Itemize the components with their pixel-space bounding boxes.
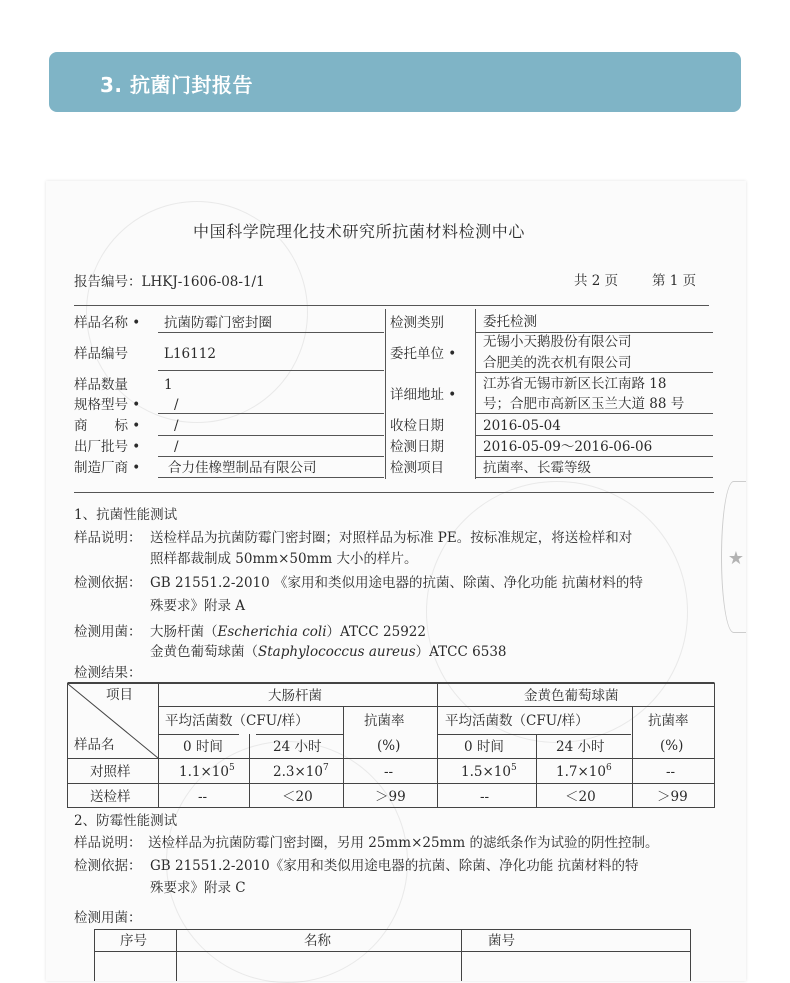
- trademark-label: 商 标 •: [74, 418, 141, 434]
- cell-value: 1.5×10: [461, 764, 511, 780]
- saureus-t0-header: 0 时间: [464, 739, 504, 755]
- table-sample-header: 样品名: [74, 737, 115, 753]
- strain-2-name: 金黄色葡萄球菌（: [150, 644, 258, 660]
- cell-sample-saureus-t24: ＜20: [565, 789, 596, 805]
- receive-date: 2016-05-04: [483, 418, 561, 434]
- report-document: [46, 181, 746, 981]
- ecoli-rate-header: 抗菌率: [364, 713, 405, 729]
- ecoli-t0-header: 0 时间: [183, 739, 223, 755]
- row-control-name: 对照样: [90, 764, 131, 780]
- s2-desc-line-1: 送检样品为抗菌防霉门密封圈，另用 25mm×25mm 的滤纸条作为试验的阴性控制。: [148, 835, 659, 851]
- maker: 合力佳橡塑制品有限公司: [168, 460, 317, 476]
- maker-label: 制造厂商 •: [74, 460, 141, 476]
- s1-basis-label: 检测依据：: [74, 575, 142, 591]
- section1-heading: 1、抗菌性能测试: [74, 507, 178, 523]
- row-sample-name: 送检样: [90, 789, 131, 805]
- s1-basis-line-2: 殊要求》附录 A: [150, 598, 246, 614]
- qty: 1: [164, 377, 173, 393]
- address-line-1: 江苏省无锡市新区长江南路 18: [483, 376, 667, 392]
- s2-strain-label: 检测用菌：: [74, 910, 142, 926]
- cell-sample-saureus-rate: ＞99: [657, 789, 688, 805]
- ecoli-rate-unit: (%): [377, 738, 401, 754]
- model-label: 规格型号 •: [74, 397, 141, 413]
- cell-control-ecoli-rate: --: [384, 764, 394, 780]
- s1-results-label: 检测结果：: [74, 665, 142, 681]
- cell-sample-saureus-t0: --: [480, 789, 490, 805]
- mold-table-lines: [46, 181, 746, 981]
- model: /: [174, 397, 179, 413]
- report-number: 报告编号：LHKJ-1606-08-1/1: [74, 274, 265, 290]
- cell-exponent: 5: [228, 763, 235, 773]
- strain-1-latin: Escherichia coli: [217, 624, 327, 640]
- client-line-1: 无锡小天鹅股份有限公司: [483, 334, 632, 350]
- qty-label: 样品数量: [74, 377, 128, 393]
- cell-exponent: 5: [510, 763, 517, 773]
- batch-label: 出厂批号 •: [74, 439, 141, 455]
- section-title: 3. 抗菌门封报告: [100, 73, 253, 97]
- cell-exponent: 6: [605, 763, 612, 773]
- test-date-label: 检测日期: [390, 439, 444, 455]
- sample-no-label: 样品编号: [74, 346, 128, 362]
- mold-table-name-header: 名称: [304, 933, 331, 949]
- saureus-rate-header: 抗菌率: [648, 713, 689, 729]
- cell-exponent: 7: [322, 763, 329, 773]
- seal-star-icon: ★: [727, 548, 744, 569]
- test-items: 抗菌率、长霉等级: [483, 460, 591, 476]
- sample-name-label: 样品名称 •: [74, 315, 141, 331]
- test-type: 委托检测: [483, 314, 537, 330]
- mold-table-code-header: 菌号: [488, 933, 515, 949]
- cell-value: 1.1×10: [179, 764, 229, 780]
- items-label: 检测项目: [390, 460, 444, 476]
- batch: /: [174, 439, 179, 455]
- saureus-rate-unit: (%): [660, 738, 684, 754]
- table-item-header: 项目: [106, 687, 133, 703]
- trademark: /: [174, 418, 179, 434]
- s2-basis-label: 检测依据：: [74, 858, 142, 874]
- strain-2-code: ）ATCC 6538: [415, 644, 507, 660]
- saureus-header: 金黄色葡萄球菌: [524, 688, 619, 704]
- strain-2-latin: Staphylococcus aureus: [258, 644, 416, 660]
- saureus-t24-header: 24 小时: [556, 739, 605, 755]
- cell-value: 2.3×10: [273, 764, 323, 780]
- cell-sample-ecoli-t24: ＜20: [282, 789, 313, 805]
- ecoli-header: 大肠杆菌: [268, 688, 322, 704]
- s1-desc-label: 样品说明：: [74, 530, 142, 546]
- cell-value: 1.7×10: [556, 764, 606, 780]
- total-pages: 共 2 页: [574, 273, 619, 289]
- s1-desc-line-1: 送检样品为抗菌防霉门密封圈；对照样品为标准 PE。按标准规定，将送检样和对: [150, 530, 633, 546]
- mold-table-no-header: 序号: [120, 933, 147, 949]
- page-number: 第 1 页: [652, 273, 697, 289]
- cell-control-saureus-rate: --: [666, 764, 676, 780]
- address-label: 详细地址 •: [390, 387, 457, 403]
- strain-1-name: 大肠杆菌（: [150, 624, 218, 640]
- address-line-2: 号；合肥市高新区玉兰大道 88 号: [483, 396, 685, 412]
- test-type-label: 检测类别: [390, 315, 444, 331]
- test-date: 2016-05-09～2016-06-06: [483, 439, 653, 455]
- saureus-avg-header: 平均活菌数（CFU/样）: [445, 713, 589, 729]
- cell-sample-ecoli-rate: ＞99: [375, 789, 406, 805]
- cell-sample-ecoli-t0: --: [198, 789, 208, 805]
- ecoli-avg-header: 平均活菌数（CFU/样）: [165, 713, 309, 729]
- s1-basis-line-1: GB 21551.2-2010 《家用和类似用途电器的抗菌、除菌、净化功能 抗菌材料的特: [150, 575, 643, 591]
- s1-desc-line-2: 照样都裁制成 50mm×50mm 大小的样片。: [150, 551, 418, 567]
- section-banner: [49, 52, 741, 112]
- client-line-2: 合肥美的洗衣机有限公司: [483, 355, 632, 371]
- sample-no: L16112: [164, 346, 216, 362]
- s2-basis-line-1: GB 21551.2-2010《家用和类似用途电器的抗菌、除菌、净化功能 抗菌材料的特: [150, 858, 639, 874]
- ecoli-t24-header: 24 小时: [273, 739, 322, 755]
- s2-desc-label: 样品说明：: [74, 835, 142, 851]
- sample-name: 抗菌防霉门密封圈: [164, 315, 272, 331]
- s1-strain-label: 检测用菌：: [74, 624, 142, 640]
- strain-1-code: ）ATCC 25922: [326, 624, 426, 640]
- receive-label: 收检日期: [390, 418, 444, 434]
- section2-heading: 2、防霉性能测试: [74, 813, 178, 829]
- client-label: 委托单位 •: [390, 346, 457, 362]
- s2-basis-line-2: 殊要求》附录 C: [150, 880, 246, 896]
- institute-title: 中国科学院理化技术研究所抗菌材料检测中心: [193, 222, 526, 241]
